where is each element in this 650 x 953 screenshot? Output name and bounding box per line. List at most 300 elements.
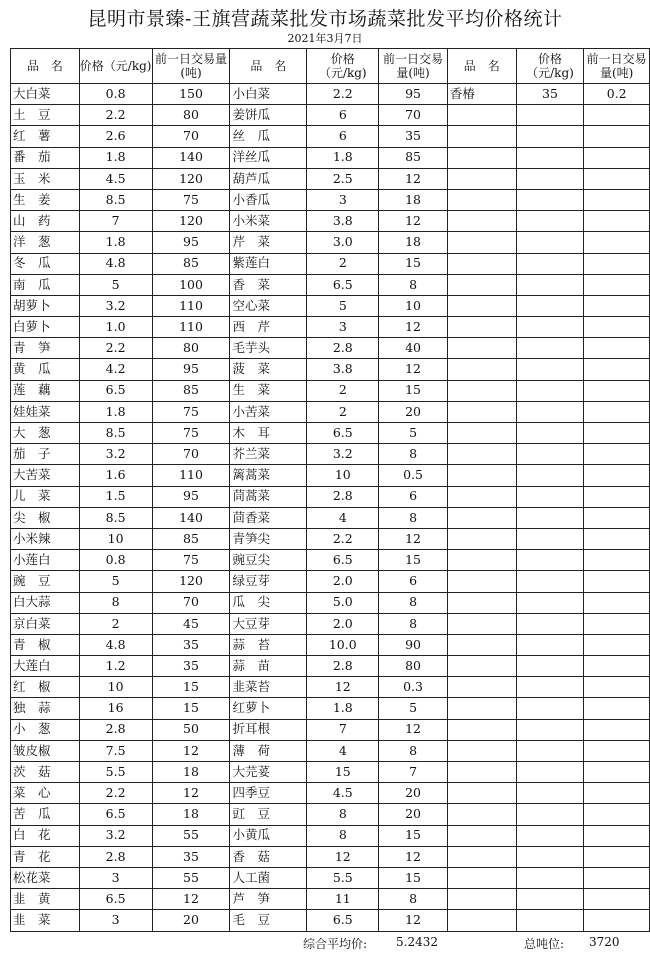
cell-price-3: [516, 232, 584, 253]
cell-name-1: 韭 菜: [11, 910, 80, 931]
cell-volume-1: 85: [152, 253, 230, 274]
cell-volume-2: 15: [379, 253, 448, 274]
cell-volume-2: 80: [379, 656, 448, 677]
cell-name-2: 丝 瓜: [230, 126, 307, 147]
cell-price-2: 10: [307, 465, 379, 486]
table-row: [11, 253, 650, 274]
table-row: [11, 550, 650, 571]
cell-price-1: 1.8: [79, 147, 152, 168]
cell-name-2: 小黄瓜: [230, 825, 307, 846]
cell-volume-2: 10: [379, 295, 448, 316]
table-row: [11, 656, 650, 677]
cell-price-3: [516, 571, 584, 592]
cell-name-1: 南 瓜: [11, 274, 80, 295]
cell-price-2: 1.8: [307, 147, 379, 168]
cell-volume-2: 12: [379, 359, 448, 380]
cell-volume-2: 18: [379, 189, 448, 210]
cell-price-3: [516, 677, 584, 698]
cell-price-3: [516, 147, 584, 168]
cell-price-1: 2: [79, 613, 152, 634]
cell-volume-2: 8: [379, 507, 448, 528]
table-row: [11, 232, 650, 253]
cell-name-1: 大苦菜: [11, 465, 80, 486]
cell-name-3: [447, 295, 516, 316]
cell-name-1: 小 葱: [11, 719, 80, 740]
cell-price-2: 10.0: [307, 634, 379, 655]
cell-name-1: 胡萝卜: [11, 295, 80, 316]
table-row: [11, 486, 650, 507]
cell-price-1: 8.5: [79, 189, 152, 210]
cell-price-1: 6.5: [79, 889, 152, 910]
cell-volume-1: 80: [152, 105, 230, 126]
cell-volume-1: 110: [152, 465, 230, 486]
cell-volume-2: 15: [379, 550, 448, 571]
cell-name-2: 小白菜: [230, 84, 307, 105]
cell-volume-2: 20: [379, 401, 448, 422]
cell-volume-1: 140: [152, 507, 230, 528]
cell-name-3: [447, 189, 516, 210]
cell-volume-1: 75: [152, 189, 230, 210]
cell-volume-3: [584, 168, 650, 189]
cell-price-2: 4.5: [307, 783, 379, 804]
cell-price-3: [516, 910, 584, 931]
cell-volume-1: 70: [152, 444, 230, 465]
cell-volume-1: 50: [152, 719, 230, 740]
cell-price-3: [516, 444, 584, 465]
cell-volume-2: 70: [379, 105, 448, 126]
cell-price-2: 5: [307, 295, 379, 316]
cell-price-2: 7: [307, 719, 379, 740]
cell-volume-1: 95: [152, 359, 230, 380]
cell-name-2: 红萝卜: [230, 698, 307, 719]
cell-price-1: 8.5: [79, 423, 152, 444]
cell-price-1: 0.8: [79, 550, 152, 571]
cell-price-3: [516, 317, 584, 338]
cell-volume-2: 0.5: [379, 465, 448, 486]
cell-price-2: 2: [307, 253, 379, 274]
cell-name-1: 儿 菜: [11, 486, 80, 507]
cell-name-1: 尖 椒: [11, 507, 80, 528]
cell-volume-3: [584, 359, 650, 380]
page-title: 昆明市景臻-王旗营蔬菜批发市场蔬菜批发平均价格统计: [87, 8, 563, 30]
cell-volume-1: 80: [152, 338, 230, 359]
cell-price-3: [516, 486, 584, 507]
cell-name-3: [447, 338, 516, 359]
table-row: [11, 571, 650, 592]
table-row: [11, 719, 650, 740]
cell-volume-2: 95: [379, 84, 448, 105]
table-row: [11, 846, 650, 867]
table-row: [11, 380, 650, 401]
cell-name-1: 小米辣: [11, 528, 80, 549]
table-row: [11, 189, 650, 210]
cell-name-1: 生 姜: [11, 189, 80, 210]
cell-name-2: 香 菜: [230, 274, 307, 295]
cell-name-3: [447, 677, 516, 698]
cell-name-1: 玉 米: [11, 168, 80, 189]
table-row: [11, 423, 650, 444]
table-row: [11, 613, 650, 634]
cell-name-2: 毛芋头: [230, 338, 307, 359]
cell-volume-1: 45: [152, 613, 230, 634]
cell-price-2: 2.2: [307, 528, 379, 549]
cell-price-1: 5: [79, 274, 152, 295]
cell-volume-2: 90: [379, 634, 448, 655]
cell-price-1: 1.0: [79, 317, 152, 338]
cell-name-2: 韭菜苔: [230, 677, 307, 698]
cell-name-2: 蒜 苔: [230, 634, 307, 655]
cell-volume-1: 110: [152, 295, 230, 316]
cell-volume-3: [584, 423, 650, 444]
cell-volume-3: [584, 338, 650, 359]
cell-price-3: [516, 698, 584, 719]
table-row: [11, 698, 650, 719]
cell-volume-1: 85: [152, 380, 230, 401]
cell-volume-3: [584, 719, 650, 740]
cell-price-3: [516, 762, 584, 783]
cell-price-1: 16: [79, 698, 152, 719]
cell-price-1: 0.8: [79, 84, 152, 105]
cell-price-2: 4: [307, 740, 379, 761]
cell-volume-1: 75: [152, 401, 230, 422]
cell-price-1: 6.5: [79, 804, 152, 825]
header-price-2: 价格（元/kg): [307, 49, 379, 84]
cell-name-3: [447, 740, 516, 761]
cell-volume-1: 75: [152, 423, 230, 444]
cell-volume-2: 5: [379, 423, 448, 444]
table-row: [11, 804, 650, 825]
cell-volume-2: 12: [379, 317, 448, 338]
table-row: [11, 528, 650, 549]
cell-name-3: [447, 550, 516, 571]
cell-price-1: 4.5: [79, 168, 152, 189]
cell-volume-3: [584, 677, 650, 698]
cell-name-3: [447, 528, 516, 549]
cell-volume-3: [584, 656, 650, 677]
cell-name-2: 瓜 尖: [230, 592, 307, 613]
cell-volume-3: [584, 211, 650, 232]
cell-price-2: 2: [307, 380, 379, 401]
cell-volume-3: [584, 295, 650, 316]
cell-name-2: 大豆芽: [230, 613, 307, 634]
cell-price-1: 7.5: [79, 740, 152, 761]
cell-volume-1: 110: [152, 317, 230, 338]
cell-name-3: [447, 634, 516, 655]
cell-price-1: 4.2: [79, 359, 152, 380]
cell-volume-2: 8: [379, 613, 448, 634]
cell-price-2: 15: [307, 762, 379, 783]
table-row: [11, 867, 650, 888]
cell-volume-3: [584, 804, 650, 825]
cell-price-1: 10: [79, 528, 152, 549]
cell-volume-3: [584, 910, 650, 931]
cell-name-2: 芹 菜: [230, 232, 307, 253]
cell-volume-3: [584, 846, 650, 867]
header-name-2: 品 名: [230, 49, 307, 84]
header-name-3: 品 名: [447, 49, 516, 84]
cell-price-3: [516, 380, 584, 401]
average-price-value: 5.2432: [396, 935, 438, 949]
cell-price-2: 2.8: [307, 338, 379, 359]
cell-price-1: 2.2: [79, 338, 152, 359]
cell-price-3: [516, 189, 584, 210]
cell-volume-3: [584, 889, 650, 910]
cell-price-2: 2.0: [307, 613, 379, 634]
cell-name-2: 姜饼瓜: [230, 105, 307, 126]
cell-name-3: [447, 910, 516, 931]
cell-name-1: 豌 豆: [11, 571, 80, 592]
cell-price-3: [516, 804, 584, 825]
cell-price-3: [516, 634, 584, 655]
cell-price-2: 1.8: [307, 698, 379, 719]
cell-volume-1: 12: [152, 889, 230, 910]
cell-name-1: 菜 心: [11, 783, 80, 804]
cell-volume-1: 35: [152, 634, 230, 655]
cell-name-2: 毛 豆: [230, 910, 307, 931]
cell-volume-1: 15: [152, 698, 230, 719]
cell-volume-2: 15: [379, 380, 448, 401]
cell-name-3: [447, 126, 516, 147]
cell-price-2: 5.5: [307, 867, 379, 888]
cell-price-2: 2: [307, 401, 379, 422]
cell-name-1: 白大蒜: [11, 592, 80, 613]
cell-price-3: [516, 423, 584, 444]
cell-price-3: [516, 295, 584, 316]
price-table: [10, 48, 650, 932]
cell-volume-1: 100: [152, 274, 230, 295]
cell-name-3: 香椿: [447, 84, 516, 105]
cell-price-1: 6.5: [79, 380, 152, 401]
header-volume-2: 前一日交易量(吨): [379, 49, 448, 84]
cell-volume-2: 5: [379, 698, 448, 719]
header-name-1: 品 名: [11, 49, 80, 84]
cell-volume-2: 8: [379, 592, 448, 613]
cell-name-1: 土 豆: [11, 105, 80, 126]
cell-volume-2: 12: [379, 528, 448, 549]
cell-price-3: [516, 211, 584, 232]
cell-name-3: [447, 804, 516, 825]
header-price-3: 价格（元/kg): [516, 49, 584, 84]
cell-name-3: [447, 825, 516, 846]
cell-name-2: 豌豆尖: [230, 550, 307, 571]
cell-price-3: [516, 613, 584, 634]
cell-price-3: [516, 825, 584, 846]
header-volume-3: 前一日交易量(吨): [584, 49, 650, 84]
table-row: [11, 634, 650, 655]
cell-volume-3: [584, 550, 650, 571]
cell-volume-3: [584, 486, 650, 507]
cell-volume-3: [584, 634, 650, 655]
cell-volume-3: [584, 698, 650, 719]
cell-name-1: 茨 菇: [11, 762, 80, 783]
table-row: [11, 274, 650, 295]
cell-name-3: [447, 359, 516, 380]
cell-price-3: [516, 783, 584, 804]
cell-volume-1: 12: [152, 740, 230, 761]
cell-name-2: 小苦菜: [230, 401, 307, 422]
cell-volume-1: 120: [152, 571, 230, 592]
table-row: [11, 105, 650, 126]
cell-name-1: 小莲白: [11, 550, 80, 571]
cell-price-2: 4: [307, 507, 379, 528]
cell-volume-1: 18: [152, 804, 230, 825]
cell-price-2: 2.5: [307, 168, 379, 189]
cell-name-1: 洋 葱: [11, 232, 80, 253]
cell-volume-2: 20: [379, 804, 448, 825]
cell-name-3: [447, 147, 516, 168]
cell-price-3: [516, 846, 584, 867]
cell-price-1: 5.5: [79, 762, 152, 783]
cell-volume-2: 0.3: [379, 677, 448, 698]
cell-price-1: 5: [79, 571, 152, 592]
cell-price-3: [516, 528, 584, 549]
cell-price-2: 6.5: [307, 423, 379, 444]
table-row: [11, 126, 650, 147]
cell-volume-2: 12: [379, 719, 448, 740]
report-date: 2021年3月7日: [287, 32, 363, 45]
table-row: [11, 401, 650, 422]
cell-name-1: 山 药: [11, 211, 80, 232]
cell-volume-3: [584, 740, 650, 761]
cell-name-1: 韭 黄: [11, 889, 80, 910]
cell-name-2: 青笋尖: [230, 528, 307, 549]
cell-volume-2: 8: [379, 889, 448, 910]
cell-volume-3: [584, 867, 650, 888]
table-header-row: [11, 49, 650, 84]
cell-name-2: 四季豆: [230, 783, 307, 804]
table-row: [11, 740, 650, 761]
cell-name-3: [447, 274, 516, 295]
cell-volume-3: [584, 762, 650, 783]
cell-name-2: 小米菜: [230, 211, 307, 232]
cell-price-2: 6.5: [307, 550, 379, 571]
cell-name-3: [447, 465, 516, 486]
cell-volume-2: 8: [379, 444, 448, 465]
cell-price-1: 4.8: [79, 634, 152, 655]
cell-price-3: [516, 719, 584, 740]
cell-name-3: [447, 105, 516, 126]
cell-volume-2: 40: [379, 338, 448, 359]
cell-volume-1: 120: [152, 168, 230, 189]
cell-name-1: 青 笋: [11, 338, 80, 359]
cell-price-2: 3.8: [307, 211, 379, 232]
cell-name-2: 小香瓜: [230, 189, 307, 210]
cell-volume-3: [584, 232, 650, 253]
cell-name-2: 空心菜: [230, 295, 307, 316]
cell-volume-2: 35: [379, 126, 448, 147]
cell-name-1: 黄 瓜: [11, 359, 80, 380]
cell-name-1: 大 葱: [11, 423, 80, 444]
cell-volume-3: [584, 147, 650, 168]
table-row: [11, 359, 650, 380]
total-volume-value: 3720: [589, 935, 620, 949]
cell-volume-2: 8: [379, 740, 448, 761]
cell-price-2: 6: [307, 126, 379, 147]
cell-name-2: 洋丝瓜: [230, 147, 307, 168]
cell-volume-3: [584, 189, 650, 210]
table-row: [11, 168, 650, 189]
cell-price-1: 1.6: [79, 465, 152, 486]
cell-name-2: 人工菌: [230, 867, 307, 888]
cell-price-3: [516, 401, 584, 422]
average-price-label: 综合平均价:: [303, 937, 368, 951]
cell-price-2: 3: [307, 317, 379, 338]
header-volume-1: 前一日交易量(吨): [152, 49, 230, 84]
cell-price-1: 2.6: [79, 126, 152, 147]
cell-name-2: 豇 豆: [230, 804, 307, 825]
cell-name-3: [447, 253, 516, 274]
cell-name-1: 皱皮椒: [11, 740, 80, 761]
cell-name-1: 青 椒: [11, 634, 80, 655]
cell-price-2: 3.2: [307, 444, 379, 465]
cell-price-3: [516, 867, 584, 888]
cell-name-3: [447, 211, 516, 232]
cell-price-3: [516, 274, 584, 295]
cell-volume-3: [584, 528, 650, 549]
cell-price-1: 2.8: [79, 846, 152, 867]
cell-volume-3: [584, 105, 650, 126]
cell-name-1: 松花菜: [11, 867, 80, 888]
cell-name-1: 娃娃菜: [11, 401, 80, 422]
cell-name-1: 茄 子: [11, 444, 80, 465]
cell-name-1: 红 椒: [11, 677, 80, 698]
cell-volume-1: 95: [152, 486, 230, 507]
cell-name-3: [447, 486, 516, 507]
cell-name-1: 青 花: [11, 846, 80, 867]
cell-price-1: 1.5: [79, 486, 152, 507]
cell-volume-1: 12: [152, 783, 230, 804]
cell-name-2: 茼蒿菜: [230, 486, 307, 507]
cell-price-3: [516, 359, 584, 380]
cell-volume-3: 0.2: [584, 84, 650, 105]
cell-price-3: 35: [516, 84, 584, 105]
cell-name-3: [447, 698, 516, 719]
table-row: [11, 762, 650, 783]
cell-price-2: 2.0: [307, 571, 379, 592]
cell-name-1: 白 花: [11, 825, 80, 846]
cell-price-1: 7: [79, 211, 152, 232]
cell-name-2: 大芫荽: [230, 762, 307, 783]
cell-volume-1: 35: [152, 656, 230, 677]
cell-volume-1: 55: [152, 825, 230, 846]
table-row: [11, 910, 650, 931]
cell-name-2: 菠 菜: [230, 359, 307, 380]
cell-price-1: 10: [79, 677, 152, 698]
cell-price-3: [516, 338, 584, 359]
cell-volume-1: 55: [152, 867, 230, 888]
cell-price-3: [516, 168, 584, 189]
table-row: [11, 889, 650, 910]
cell-price-2: 2.8: [307, 656, 379, 677]
cell-name-3: [447, 571, 516, 592]
total-volume-label: 总吨位:: [524, 937, 565, 951]
cell-volume-3: [584, 783, 650, 804]
cell-name-2: 茴香菜: [230, 507, 307, 528]
cell-name-3: [447, 783, 516, 804]
cell-volume-2: 12: [379, 168, 448, 189]
cell-volume-2: 7: [379, 762, 448, 783]
cell-volume-1: 18: [152, 762, 230, 783]
cell-price-1: 4.8: [79, 253, 152, 274]
cell-volume-2: 6: [379, 486, 448, 507]
cell-price-2: 8: [307, 825, 379, 846]
cell-price-1: 2.2: [79, 105, 152, 126]
cell-price-2: 3.8: [307, 359, 379, 380]
cell-price-1: 3: [79, 867, 152, 888]
cell-price-1: 2.2: [79, 783, 152, 804]
cell-name-3: [447, 867, 516, 888]
cell-name-3: [447, 656, 516, 677]
